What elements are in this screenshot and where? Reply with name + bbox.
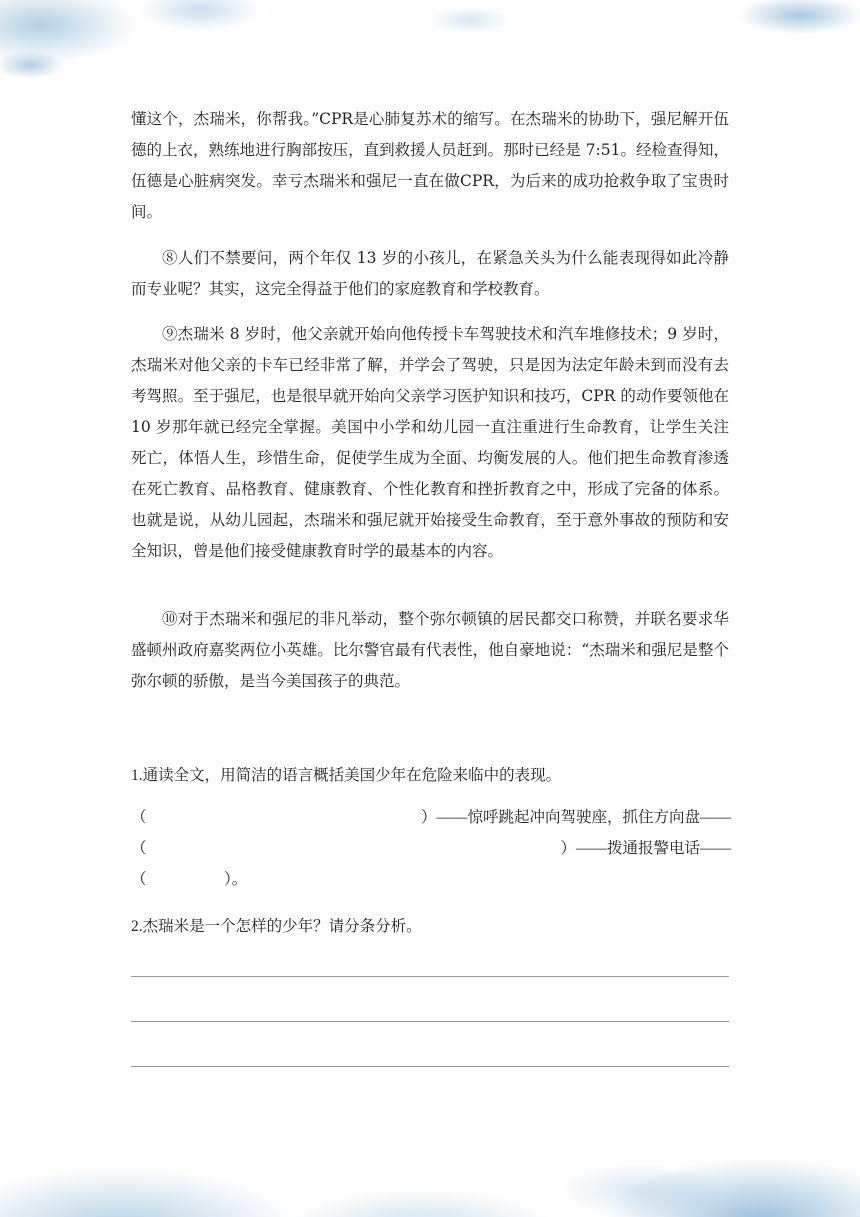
question-2-prompt: 2.杰瑞米是一个怎样的少年？请分条分析。 — [131, 918, 422, 935]
paragraph-9: ⑨杰瑞米 8 岁时，他父亲就开始向他传授卡车驾驶技术和汽车堆修技术；9 岁时，杰瑞米对他父亲的卡车已经非常了解，并学会了驾驶，只是因为法定年龄未到而没有去考驾照。至于强尼，也是很早就开始向父亲学习医护知识和技巧，CPR 的动作要领他在 10 岁那年就已经完全掌握。美国中小学和幼儿园一直注重进行生命教育，让学生关注死亡，体悟人生，珍惜生命，促使学生成为全面、均衡发展的人。他们把生命教育渗透在死亡教育、品格教育、健康教育、个性化教育和挫折教育之中，形成了完备的体系。也就是说，从幼儿园起，杰瑞米和强尼就开始接受生命教育，至于意外事故的预防和安全知识，曾是他们接受健康教育时学的最基本的内容。 — [131, 325, 729, 560]
paragraph-7-continued: 懂这个，杰瑞米，你帮我。”CPR是心肺复苏术的缩写。在杰瑞米的协助下，强尼解开伍德的上衣，熟练地进行胸部按压，直到救援人员赶到。那时已经是 7:51。经检查得知，伍德是心脏病突发。幸亏杰瑞米和强尼一直在做CPR，为后来的成功抢救争取了宝贵时间。 — [131, 110, 729, 221]
question-1-blank-line-1[interactable] — [131, 802, 731, 833]
question-1-blank-line-3[interactable]: （ ）。 — [131, 871, 248, 888]
blank-1-open-paren: （ — [131, 809, 147, 826]
blank-2-suffix: ）——拨通报警电话—— — [560, 840, 731, 857]
answer-line-2[interactable] — [131, 1021, 729, 1022]
paragraph-8: ⑧人们不禁要问，两个年仅 13 岁的小孩儿，在紧急关头为什么能表现得如此冷静而专业呢？其实，这完全得益于他们的家庭教育和学校教育。 — [131, 249, 729, 298]
question-1-blank-line-2[interactable] — [131, 833, 731, 864]
blank-1-suffix: ）——惊呼跳起冲向驾驶座，抓住方向盘—— — [420, 809, 731, 826]
paragraph-10: ⑩对于杰瑞米和强尼的非凡举动，整个弥尔顿镇的居民都交口称赞，并联名要求华盛顿州政府嘉奖两位小英雄。比尔警官最有代表性，他自豪地说：“杰瑞米和强尼是整个弥尔顿的骄傲，是当今美国孩子的典范。 — [131, 610, 729, 690]
answer-line-1[interactable] — [131, 976, 729, 977]
watercolor-footer-decoration — [0, 1080, 860, 1217]
question-1-prompt: 1.通读全文，用简洁的语言概括美国少年在危险来临中的表现。 — [131, 767, 562, 784]
blank-2-open-paren: （ — [131, 840, 147, 857]
answer-line-3[interactable] — [131, 1066, 729, 1067]
watercolor-header-decoration — [0, 0, 860, 110]
